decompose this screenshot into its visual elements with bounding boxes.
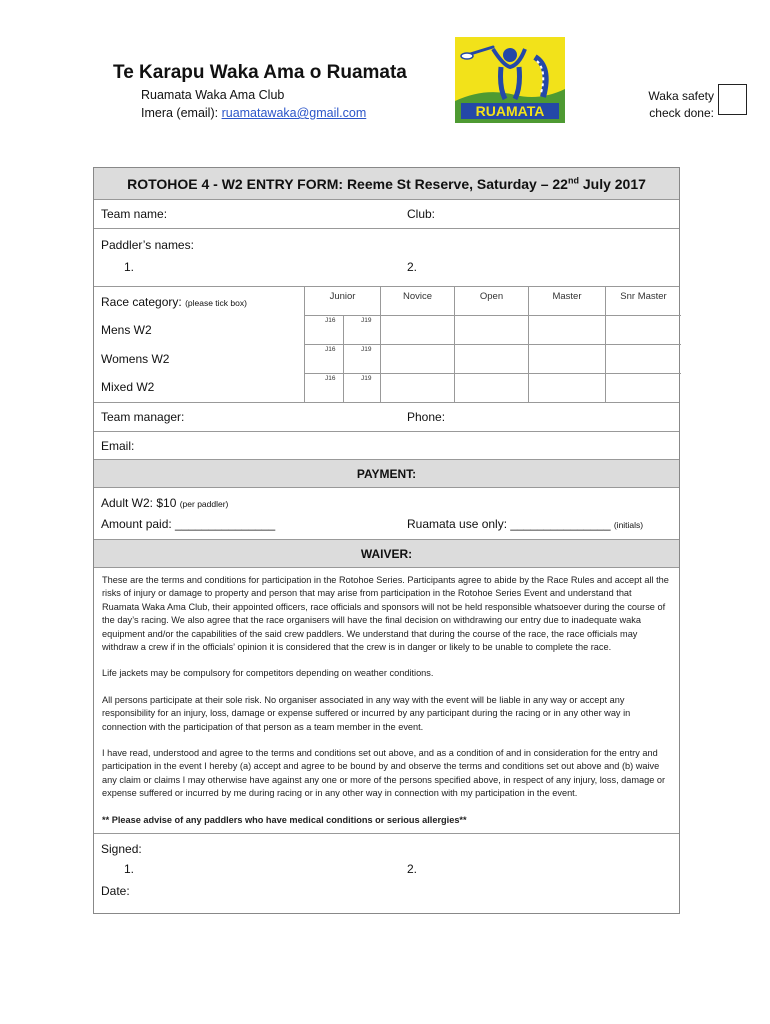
club-label: Club: — [407, 207, 436, 221]
adult-fee: Adult W2: $10 (per paddler) — [101, 496, 229, 510]
signed-label: Signed: — [101, 842, 142, 857]
amount-paid: Amount paid: _______________ — [101, 517, 276, 531]
race-category-block — [94, 287, 679, 403]
date-label: Date: — [101, 884, 130, 899]
team-manager-row — [94, 403, 679, 432]
email-label: Imera (email): — [141, 106, 222, 120]
row-mens: Mens W2 — [101, 323, 152, 337]
waiver-paragraph: These are the terms and conditions for participation in the Rotohoe Series. Participants agree to abide by the Race Rules and accept all the risks of injury or damage to property and person that may arise from participation in the Rotohoe Series Event and understand that Ruamata Waka Ama Club, their appointed officers, race officials and sponsors will not be held responsible whatsoever during the course of the day’s racing. We also agree that the race organisers will have the final decision on withdrawing our entry due to inadequate waka equipment and/or the capabilities of the said crew paddlers. We understand that during the course of the race, the race officials may withdraw a crew if in the officials’ opinion it is considered that the crew is in danger or likely to be unable to complete the race. — [102, 575, 669, 653]
payment-block — [94, 488, 679, 540]
tick-womens-open[interactable] — [455, 344, 528, 373]
waiver-paragraph: Life jackets may be compulsory for competitors depending on weather conditions. — [102, 668, 434, 679]
phone-label: Phone: — [407, 410, 446, 424]
signed-2: 2. — [407, 862, 418, 877]
paddlers-label: Paddler’s names: — [101, 238, 194, 252]
tick-womens-novice[interactable] — [381, 344, 454, 373]
category-grid — [304, 287, 681, 403]
tick-mens-j19[interactable] — [343, 315, 381, 344]
payment-header: PAYMENT: — [94, 460, 679, 488]
email-field-label: Email: — [101, 439, 135, 453]
waiver-paragraph: I have read, understood and agree to the terms and conditions set out above, and as a condition of and in consideration for the entry and participation in the event I hereby (a) accept and agree to be bound by and observe the terms and conditions set out above and (b) waive any claim or claims I may otherwise have against any one or more of the persons specified above, in respect of any injury, loss, damage or expense suffered or incurred by me during racing or in any other way in connection with my participation in the event. — [102, 748, 666, 799]
club-title: Te Karapu Waka Ama o Ruamata — [113, 62, 407, 83]
ruamata-logo — [455, 37, 565, 123]
tick-mixed-novice[interactable] — [381, 373, 454, 403]
tick-mixed-snr-master[interactable] — [606, 373, 681, 403]
email-line — [141, 106, 366, 120]
tick-mixed-open[interactable] — [455, 373, 528, 403]
race-category-label: Race category: (please tick box) — [101, 295, 247, 309]
col-junior: Junior J16 J19 J16 J19 J16 J19 — [304, 287, 380, 403]
col-novice: Novice — [380, 287, 454, 403]
tick-mens-open[interactable] — [455, 315, 528, 344]
signed-1: 1. — [124, 862, 135, 877]
waiver-paragraph: All persons participate at their sole risk. No organiser associated in any way with the event will be liable in any way or accept any responsibility for an injury, loss, damage or expense suffered or incurred by any participant during the racing or in any other way in connection with the participation of that person as a team member in the event. — [102, 694, 631, 732]
safety-check-label: Waka safety check done: — [648, 89, 714, 120]
paddler-2: 2. — [407, 260, 418, 274]
col-master: Master — [528, 287, 605, 403]
email-row — [94, 432, 679, 460]
email-link[interactable]: ruamatawaka@gmail.com — [221, 106, 367, 120]
waiver-text — [94, 568, 679, 834]
tick-womens-master[interactable] — [529, 344, 605, 373]
tick-mixed-j16[interactable] — [305, 373, 343, 403]
medical-note: ** Please advise of any paddlers who have medical conditions or serious allergies** — [102, 814, 467, 825]
safety-check-box[interactable] — [718, 84, 747, 115]
tick-womens-snr-master[interactable] — [606, 344, 681, 373]
entry-form — [93, 167, 680, 914]
tick-womens-j19[interactable] — [343, 344, 381, 373]
team-manager-label: Team manager: — [101, 410, 185, 424]
row-womens: Womens W2 — [101, 352, 170, 366]
tick-mixed-j19[interactable] — [343, 373, 381, 403]
form-title: ROTOHOE 4 - W2 ENTRY FORM: Reeme St Reserve, Saturday – 22nd July 2017 — [94, 168, 679, 200]
team-name-label: Team name: — [101, 207, 168, 221]
team-name-row — [94, 200, 679, 229]
club-subtitle: Ruamata Waka Ama Club — [141, 88, 285, 102]
logo-text: RUAMATA — [475, 103, 545, 119]
tick-mens-snr-master[interactable] — [606, 315, 681, 344]
tick-mixed-master[interactable] — [529, 373, 605, 403]
tick-mens-j16[interactable] — [305, 315, 343, 344]
paddler-1: 1. — [124, 260, 135, 274]
ruamata-use-only: Ruamata use only: _______________ (initials) — [407, 517, 644, 531]
paddlers-row — [94, 229, 679, 287]
tick-womens-j16[interactable] — [305, 344, 343, 373]
signature-block — [94, 834, 679, 913]
tick-mens-master[interactable] — [529, 315, 605, 344]
waiver-header: WAIVER: — [94, 540, 679, 568]
tick-mens-novice[interactable] — [381, 315, 454, 344]
row-mixed: Mixed W2 — [101, 380, 155, 394]
col-open: Open — [454, 287, 528, 403]
col-snr-master: Snr Master — [605, 287, 681, 403]
